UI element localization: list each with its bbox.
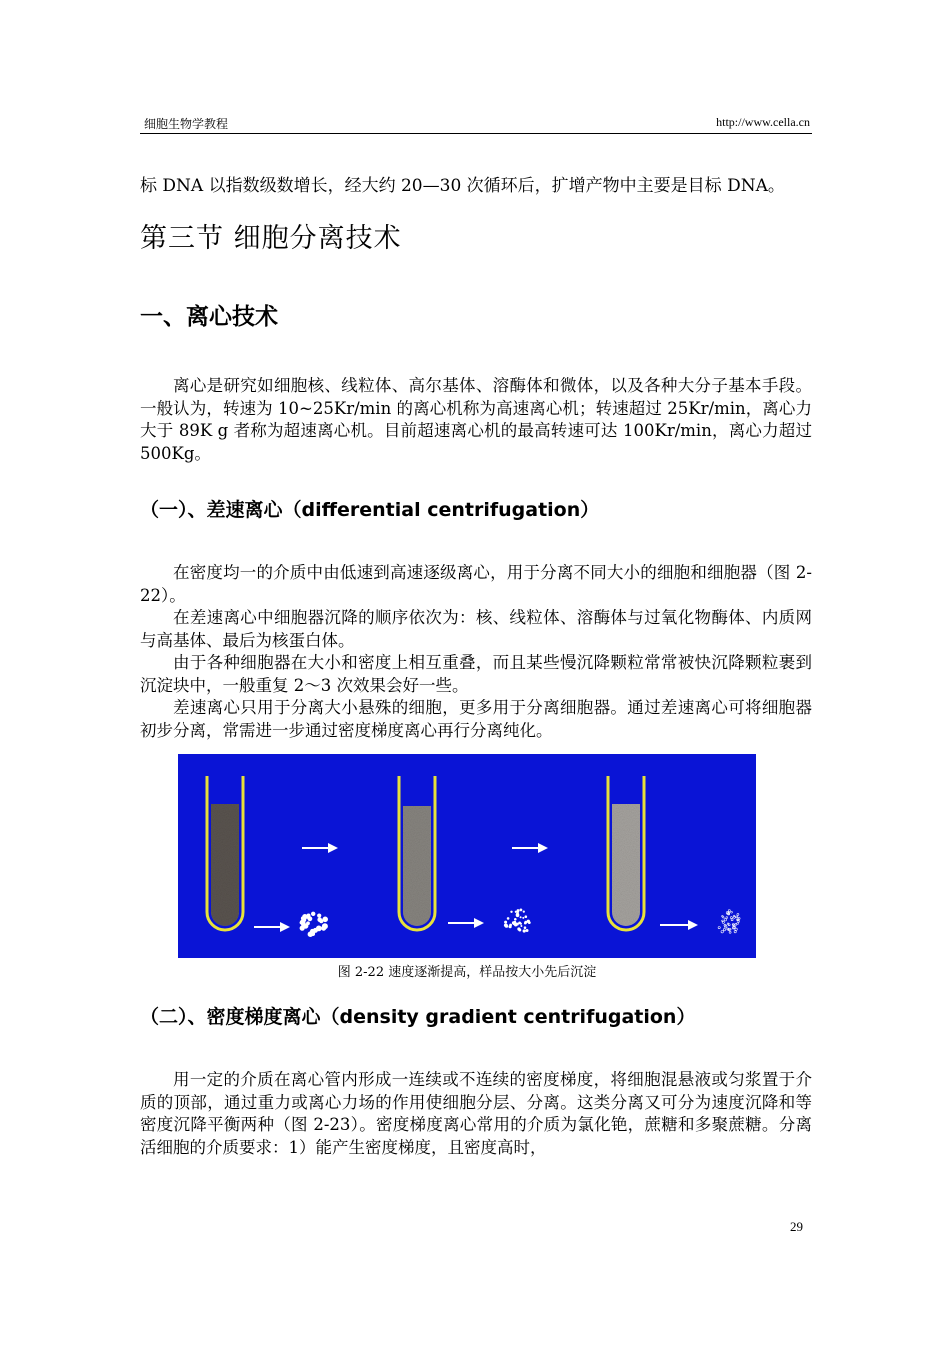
particle: [513, 922, 517, 926]
density-heading: （二）、密度梯度离心（density gradient centrifugation）: [140, 1006, 696, 1028]
particle: [526, 929, 529, 932]
particle: [301, 923, 305, 927]
intro-paragraph: [140, 375, 812, 465]
tube-liquid: [211, 804, 239, 926]
particle: [525, 915, 528, 918]
particle: [306, 921, 310, 925]
particle: [308, 931, 314, 937]
header-book-title: 细胞生物学教程: [144, 117, 229, 131]
particle: [520, 923, 522, 925]
particle: [516, 913, 519, 916]
paragraph: 差速离心只用于分离大小悬殊的细胞，更多用于分离细胞器。通过差速离心可将细胞器初步分离，常需进一步通过密度梯度离心再行分离纯化。: [140, 698, 812, 740]
paragraph: 由于各种细胞器在大小和密度上相互重叠，而且某些慢沉降颗粒常常被快沉降颗粒裹到沉淀块中，一般重复 2～3 次效果会好一些。: [140, 653, 812, 695]
particle: [523, 911, 525, 913]
particle: [527, 920, 530, 923]
particle: [322, 917, 328, 923]
figure-caption: 图 2-22 速度逐渐提高，样品按大小先后沉淀: [337, 965, 597, 980]
paragraph: 在差速离心中细胞器沉降的顺序依次为：核、线粒体、溶酶体与过氧化物酶体、内质网与高基体、最后为核蛋白体。: [140, 608, 812, 650]
particle: [509, 925, 512, 928]
continued-text: 标 DNA 以指数级数增长，经大约 20—30 次循环后，扩增产物中主要是目标 DNA。: [140, 176, 785, 196]
particle: [520, 925, 522, 927]
particle: [520, 916, 522, 918]
particle: [322, 926, 326, 930]
particle: [510, 911, 512, 913]
particle: [302, 914, 307, 919]
particle: [317, 914, 321, 918]
tube-liquid: [403, 806, 431, 926]
particle: [311, 912, 315, 916]
particle: [524, 926, 527, 929]
differential-heading: （一）、差速离心（differential centrifugation）: [140, 499, 600, 521]
centrifugation-figure: [178, 754, 756, 958]
particle: [317, 918, 322, 923]
header-url[interactable]: http://www.cella.cn: [716, 115, 810, 129]
running-header: [140, 113, 812, 134]
subsection-title: 一、离心技术: [140, 304, 278, 330]
paragraph: 用一定的介质在离心管内形成一连续或不连续的密度梯度，将细胞混悬液或匀浆置于介质的顶部，通过重力或离心力场的作用使细胞分层、分离。这类分离又可分为速度沉降和等密度沉降平衡两种（图 2-23）。密度梯度离心常用的介质为氯化铯，蔗糖和多聚蔗糖。分离活细胞的介质要求：1）能产生密度梯度，且密度高时，: [140, 1070, 812, 1157]
section-title: 第三节 细胞分离技术: [140, 223, 402, 254]
particle: [507, 917, 510, 920]
particle: [505, 925, 508, 928]
tube-liquid: [612, 804, 640, 926]
particle: [520, 909, 523, 912]
differential-body: [140, 562, 812, 742]
paragraph: 在密度均一的介质中由低速到高速逐级离心，用于分离不同大小的细胞和细胞器（图 2-22）。: [140, 563, 812, 605]
particle: [504, 921, 507, 924]
particle: [307, 916, 311, 920]
density-body: [140, 1069, 812, 1159]
page-number: 29: [790, 1219, 803, 1234]
paragraph: 离心是研究如细胞核、线粒体、高尔基体、溶酶体和微体，以及各种大分子基本手段。一般认为，转速为 10~25Kr/min 的离心机称为高速离心机；转速超过 25Kr/min，离心力大于 89K g 者称为超速离心机。目前超速离心机的最高转速可达 100Kr/min，离心力超过 500Kg。: [140, 376, 812, 463]
particle: [517, 909, 520, 912]
particle: [522, 917, 524, 919]
particle: [517, 927, 520, 930]
particle: [514, 918, 517, 921]
particle: [523, 929, 526, 932]
